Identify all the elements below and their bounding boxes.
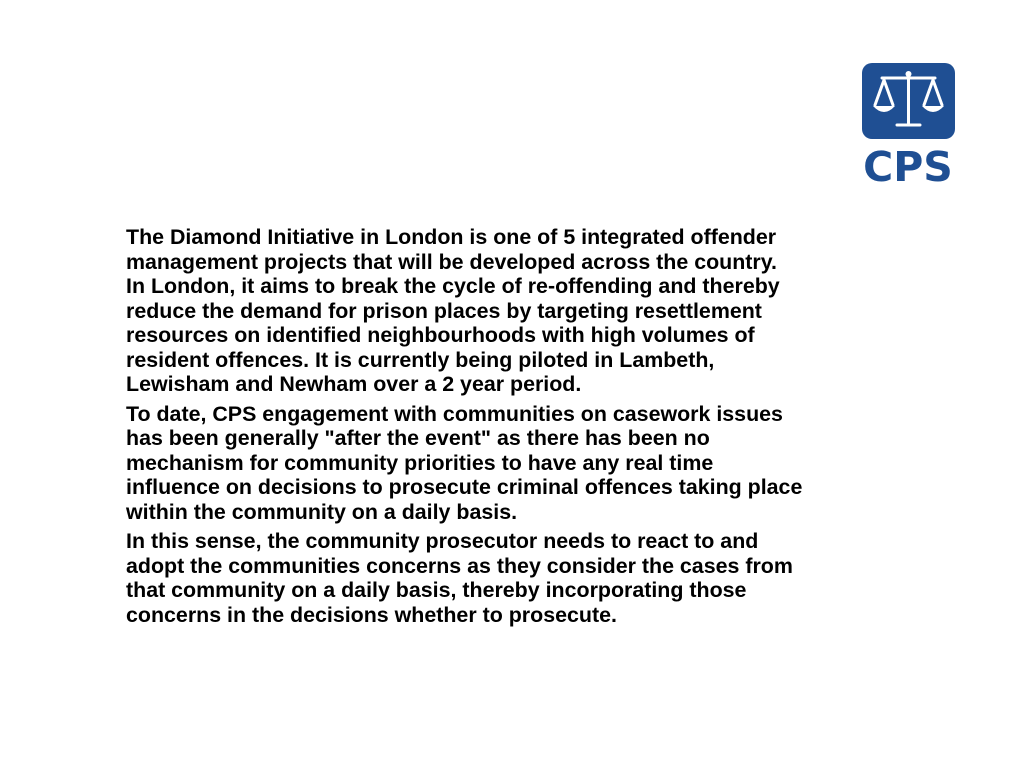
- logo-text: CPS: [863, 143, 953, 191]
- cps-logo: [860, 63, 956, 191]
- body-text: [126, 225, 946, 632]
- scales-of-justice-icon: [862, 63, 955, 139]
- logo-badge: [862, 63, 955, 139]
- paragraph-community-prosecutor: In this sense, the community prosecutor needs to react to and adopt the communities concerns as they consider the cases from that community on a daily basis, thereby incorporating those concerns in the decisions whether to prosecute.: [126, 529, 793, 627]
- paragraph-cps-engagement: To date, CPS engagement with communities on casework issues has been generally "after the event" as there has been no mechanism for community priorities to have any real time influence on decisions to prosecute criminal offences taking place within the community on a daily basis.: [126, 401, 803, 524]
- paragraph-diamond-initiative: The Diamond Initiative in London is one of 5 integrated offender management projects that will be developed across the country. In London, it aims to break the cycle of re-offending and thereby reduce the demand for prison places by targeting resettlement resources on identified neighbourhoods with high volumes of resident offences. It is currently being piloted in Lambeth, Lewisham and Newham over a 2 year period.: [126, 225, 780, 396]
